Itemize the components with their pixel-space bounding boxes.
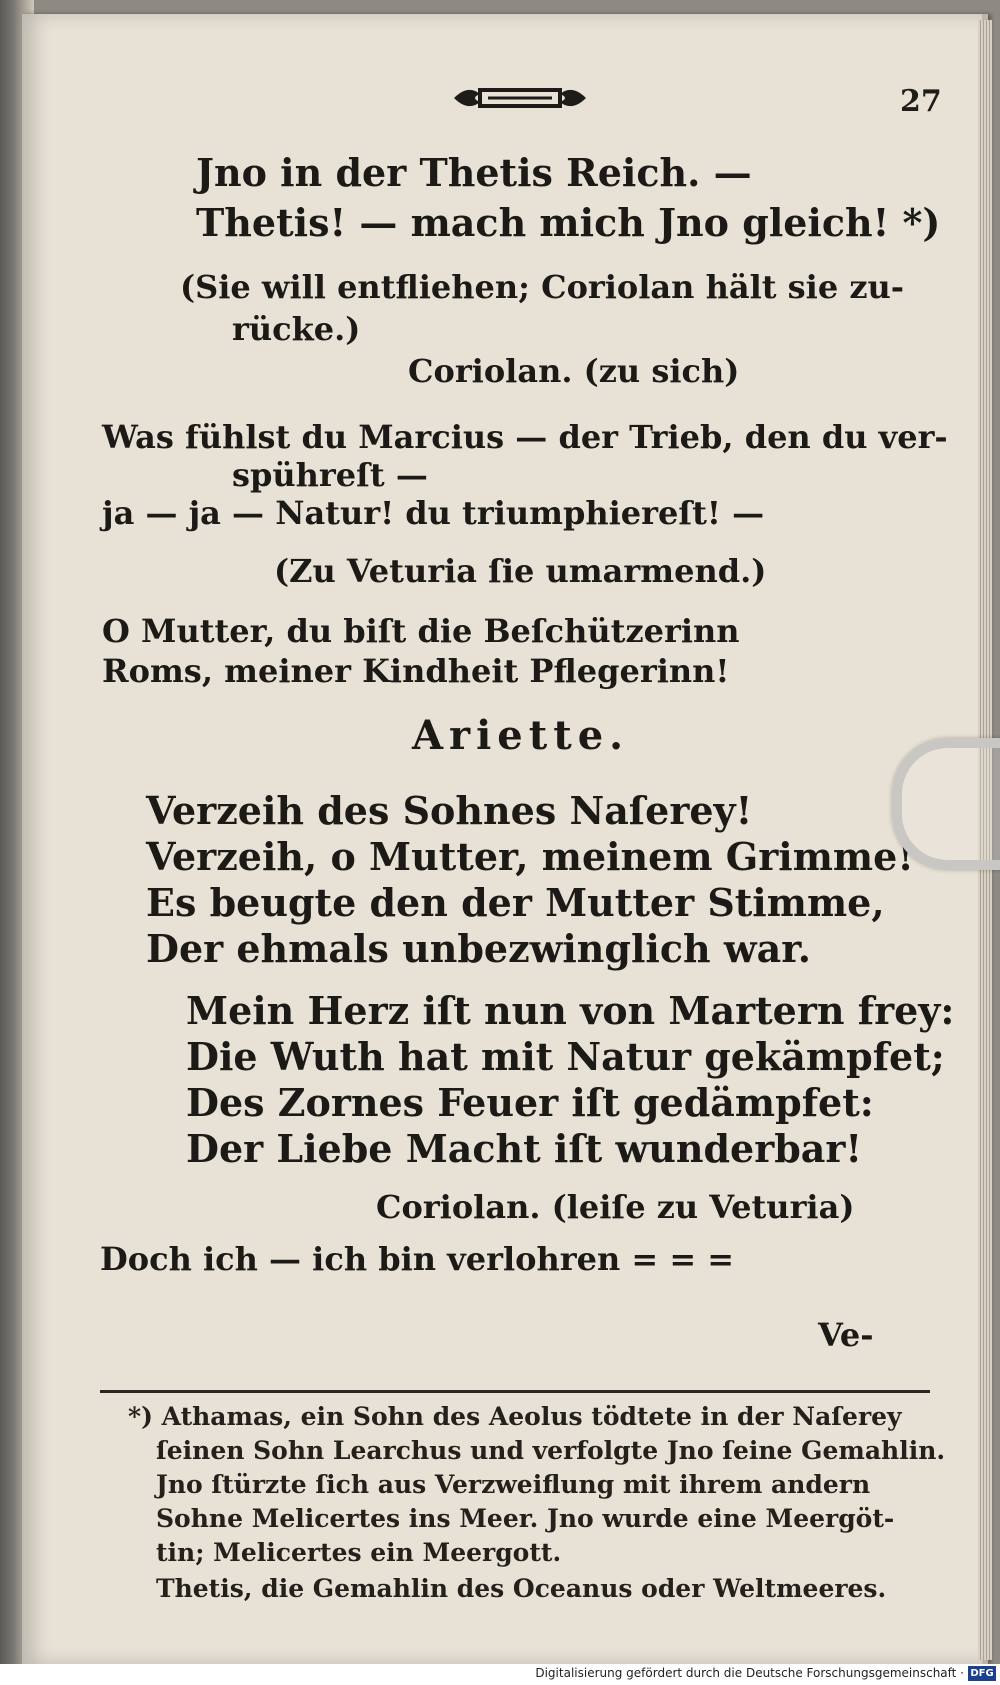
verse-line: ja — ja — Natur! du triumphiereſt! —: [102, 494, 765, 532]
aria-line: Des Zornes Feuer iſt gedämpfet:: [186, 1080, 874, 1125]
footnote-line: Jno ſtürzte ſich aus Verzweiflung mit ihrem andern: [156, 1470, 871, 1499]
footnote-line: tin; Melicertes ein Meergott.: [156, 1538, 562, 1567]
verse-line: spühreſt —: [232, 456, 428, 494]
verse-line: Roms, meiner Kindheit Pflegerinn!: [102, 652, 730, 690]
aria-line: Mein Herz iſt nun von Martern frey:: [186, 988, 955, 1033]
ornament-icon: [450, 80, 590, 116]
aria-line: Der ehmals unbezwinglich war.: [146, 926, 811, 971]
page-number: 27: [900, 84, 942, 119]
footnote-rule: [100, 1390, 930, 1393]
aria-line: Verzeih, o Mutter, meinem Grimme!: [146, 834, 914, 879]
footnote-line: *) Athamas, ein Sohn des Aeolus tödtete in der Naſerey: [128, 1402, 902, 1431]
footnote-line: Sohne Melicertes ins Meer. Jno wurde eine Meergöt-: [156, 1504, 895, 1533]
aria-line: Der Liebe Macht iſt wunderbar!: [186, 1126, 863, 1171]
verse-line: Was fühlst du Marcius — der Trieb, den du ver-: [102, 418, 948, 456]
stage-direction: rücke.): [232, 310, 361, 348]
aria-line: Verzeih des Sohnes Naſerey!: [146, 788, 753, 833]
verse-line: O Mutter, du biſt die Beſchützerinn: [102, 612, 740, 650]
footnote-line: ſeinen Sohn Learchus und verfolgte Jno ſeine Gemahlin.: [156, 1436, 946, 1465]
catchword: Ve-: [818, 1316, 874, 1354]
speaker-name: Coriolan. (zu sich): [408, 352, 740, 390]
stage-direction: (Zu Veturia ſie umarmend.): [274, 552, 767, 590]
verse-line: Thetis! — mach mich Jno gleich! *): [196, 200, 941, 245]
dfg-logo: DFG: [968, 1666, 996, 1681]
stage-direction: (Sie will entfliehen; Coriolan hält sie zu-: [180, 268, 905, 306]
aria-line: Es beugte den der Mutter Stimme,: [146, 880, 885, 925]
funding-credit: Digitalisierung gefördert durch die Deutsche Forschungsgemeinschaft ·: [535, 1666, 964, 1680]
footnote-line: Thetis, die Gemahlin des Oceanus oder Weltmeeres.: [156, 1574, 887, 1603]
verse-line: Jno in der Thetis Reich. —: [196, 150, 752, 195]
ariette-heading: Ariette.: [412, 712, 630, 759]
speaker-name: Coriolan. (leiſe zu Veturia): [376, 1188, 855, 1226]
aria-line: Die Wuth hat mit Natur gekämpfet;: [186, 1034, 945, 1079]
verse-line: Doch ich — ich bin verlohren = = =: [100, 1240, 735, 1278]
bookmark-clip: [892, 738, 1000, 870]
